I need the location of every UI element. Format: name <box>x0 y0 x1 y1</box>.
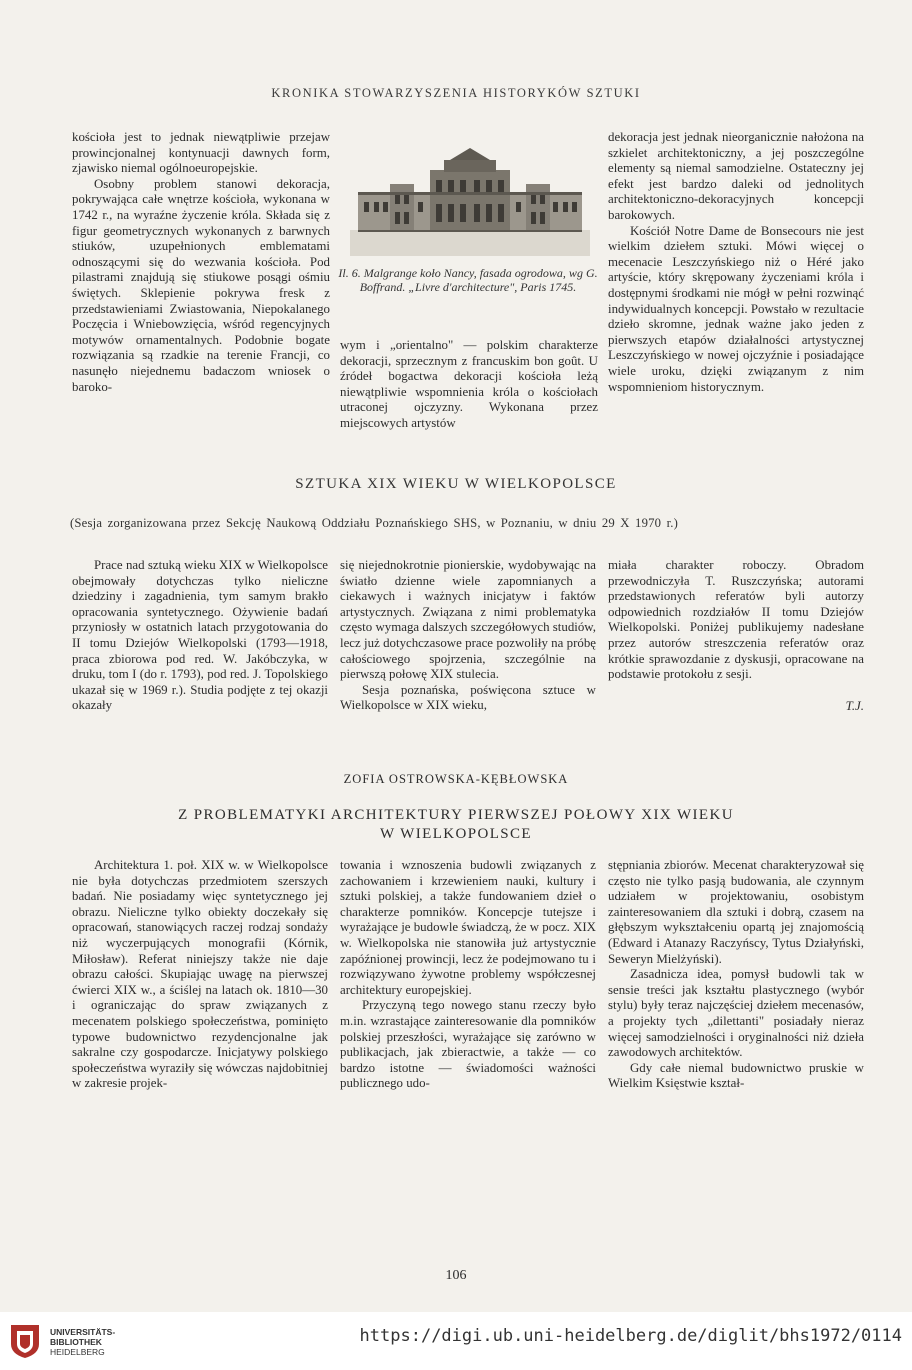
paragraph: Prace nad sztuką wieku XIX w Wielkopolsce obejmowały dotychczas tylko nieliczne dziedziny i zagadnienia, tym samym brakło opracowania syntetycznego. Ożywienie badań przyniosły w ostatnich latach przygotowania do II tomu Dziejów Wielkopolski (1793—1918, praca zbiorowa pod red. W. Jakóbczyka, w druku, tom I (do r. 1793), pod red. J. Topolskiego ukazał się w 1969 r.). Studia podjęte z tej okazji okazały <box>72 558 328 713</box>
university-seal-icon[interactable] <box>8 1322 42 1360</box>
article-title-line: Z PROBLEMATYKI ARCHITEKTURY PIERWSZEJ POŁOWY XIX WIEKU <box>178 807 734 823</box>
article-title <box>0 806 912 844</box>
paragraph: kościoła jest to jednak niewątpliwie przejaw prowincjonalnej kontynuacji dawnych form, zjawisko niemal ogólnoeuropejskie. <box>72 130 330 176</box>
paragraph: miała charakter roboczy. Obradom przewodniczyła T. Ruszczyńska; autorami przedstawionych referatów byli autorzy odpowiednich rozdziałów II tomu Dziejów Wielkopolski. Poniżej publikujemy nadesłane przez autorów streszczenia referatów oraz krótkie sprawozdanie z dyskusji, opracowane na podstawie protokołu z sesji. <box>608 558 864 682</box>
paragraph: Osobny problem stanowi dekoracja, pokrywająca całe wnętrze kościoła, wykonana w 1742 r., na wyraźne życzenie króla. Składa się z figur geometrycznych wykonanych z barwnych stiuków, uzupełnionych emblematami odnoszącymi się do wezwania kościoła. Pod pilastrami znajdują się stiukowe posągi ośmiu świętych. Sklepienie pokrywa fresk z przedstawieniami Zwiastowania, Niepokalanego Poczęcia i Wniebowzięcia, wśród regencyjnych motywów ornamentalnych. Podobnie bogate rozwiązania są rzadkie na terenie Francji, co nasunęło niejednemu badaczom wniosek o baroko- <box>72 176 330 394</box>
paragraph: towania i wznoszenia budowli związanych z zachowaniem i krzewieniem nauki, kultury i sztuki polskiej, a także fundowaniem dzieł o charakterze pomników. Koncepcje tutejsze i wyrażające je budowle świadczą, że w pocz. XIX w. Wielkopolska nie stanowiła już artystycznie zapóźnionej prowincji, lecz że podejmowano tu i rozwiązywano żywotne problemy współczesnej architektury europejskiej. <box>340 858 596 997</box>
column-article-right <box>608 858 864 1092</box>
figure-malgrange-facade <box>350 130 590 256</box>
article-author: ZOFIA OSTROWSKA-KĘBŁOWSKA <box>343 772 569 786</box>
paragraph: Kościół Notre Dame de Bonsecours nie jest wielkim dziełem sztuki. Mówi więcej o mecenacie Leszczyńskiego niż o Héré jako artyście, który skrępowany życzeniami króla i dostępnymi środkami nie mógł w pełni rozwinąć indywidualnych koncepcji. Powstało w rezultacie dzieło skromne, jednak ważne jako jeden z pierwszych etapów działalności artystycznej Leszczyńskiego w nowej ojczyźnie i posiadające wiele uroku, dzięki związanym z nim wspomnieniom historycznym. <box>608 223 864 394</box>
paragraph: stępniania zbiorów. Mecenat charakteryzował się często nie tylko pasją budowania, ale czynnym udziałem w projektowaniu, osobistym zainteresowaniem dla sztuki i dobrą, czasem na głębszym wykształceniu opartą jej znajomością (Edward i Atanazy Raczyńscy, Tytus Działyński, Seweryn Mielżyński). <box>608 858 864 966</box>
library-line: HEIDELBERG <box>50 1347 105 1357</box>
paragraph: Architektura 1. poł. XIX w. w Wielkopolsce nie była dotychczas przedmiotem szerszych badań. Nie posiadamy więc syntetycznego jej obrazu. Nieliczne tylko obiekty doczekały się opracowań, stanowiących raczej rodzaj sondaży niż wyczerpujących monografii (Kórnik, Miłosław). Referat niniejszy także nie daje obrazu całości. Skupiając uwagę na pierwszej ćwierci XIX w., a ściślej na latach ok. 1810—30 i ograniczając do spraw związanych z mecenatem polskiego społeczeństwa, pominięto typowe budownictwo rezydencjonalne jak sakralne czy gospodarcze. Inicjatywy polskiego społeczeństwa wyraziły się wówczas najdobitniej w zakresie projek- <box>72 858 328 1091</box>
paragraph: wym i „orientalno" — polskim charakterze dekoracji, sprzecznym z francuskim bon goût. U źródeł bogactwa dekoracji kościoła leżą niewątpliwie wspomnienia króla o kościołach utraconej ojczyzny. Wykonana przez miejscowych artystów <box>340 338 598 430</box>
paragraph: się niejednokrotnie pionierskie, wydobywając na światło dzienne wiele zapomnianych a ciekawych i ważnych inicjatyw i faktów artystycznych. Związana z nimi problematyka często wymaga dalszych szczegółowych studiów, lecz już dotychczasowe prace pozwoliły na próbę całościowego spojrzenia, szczególnie na pierwszą połowę XIX stulecia. <box>340 558 596 682</box>
author-initials: T.J. <box>845 698 864 713</box>
paragraph: dekoracja jest jednak nieorganicznie nałożona na szkielet architektoniczny, a jej poszczególne elementy są niemal samodzielne. Ostateczny jej efekt jest bardzo daleki od jednolitych architektoniczno-dekoracyjnych koncepcji barokowych. <box>608 130 864 222</box>
library-name[interactable] <box>50 1327 115 1357</box>
session-note: (Sesja zorganizowana przez Sekcję Naukową Oddziału Poznańskiego SHS, w Poznaniu, w dniu 29 X 1970 r.) <box>70 516 679 530</box>
column-article-middle <box>340 858 596 1092</box>
page-number: 106 <box>445 1268 467 1283</box>
permalink-url[interactable]: https://digi.ub.uni-heidelberg.de/diglit/bhs1972/0114 <box>359 1326 902 1346</box>
paragraph: Sesja poznańska, poświęcona sztuce w Wielkopolsce w XIX wieku, <box>340 682 596 713</box>
column-section-right <box>608 558 864 714</box>
library-line: BIBLIOTHEK <box>50 1337 102 1347</box>
column-top-left <box>72 130 330 395</box>
section-title: SZTUKA XIX WIEKU W WIELKOPOLSCE <box>295 476 617 492</box>
paragraph: Zasadnicza idea, pomysł budowli tak w sensie treści jak kształtu plastycznego (wybór stylu) były teraz najczęściej dziełem mecenasów, a projekty tych „dilettanti" posiadały nieraz więcej samodzielności i oryginalności niż dzieła zawodowych architektów. <box>608 967 864 1060</box>
article-title-line: W WIELKOPOLSCE <box>380 826 532 842</box>
column-section-left <box>72 558 328 714</box>
paragraph: Gdy całe niemal budownictwo pruskie w Wielkim Księstwie kształ- <box>608 1060 864 1091</box>
library-line: UNIVERSITÄTS- <box>50 1327 116 1337</box>
column-section-middle <box>340 558 596 714</box>
column-top-middle <box>340 338 598 432</box>
figure-caption: Il. 6. Malgrange koło Nancy, fasada ogrodowa, wg G. Boffrand. „Livre d'architecture", Paris 1745. <box>338 266 598 294</box>
paragraph: Przyczyną tego nowego stanu rzeczy było m.in. wzrastające zainteresowanie dla pomników polskiej przeszłości, wyrażające się zarówno w publikacjach, jak zbieractwie, a także — co bardzo istotne — świadomości ważności publicznego udo- <box>340 998 596 1091</box>
running-head: KRONIKA STOWARZYSZENIA HISTORYKÓW SZTUKI <box>271 86 641 100</box>
viewer-footer <box>0 1312 912 1370</box>
column-article-left <box>72 858 328 1092</box>
column-top-right <box>608 130 864 395</box>
